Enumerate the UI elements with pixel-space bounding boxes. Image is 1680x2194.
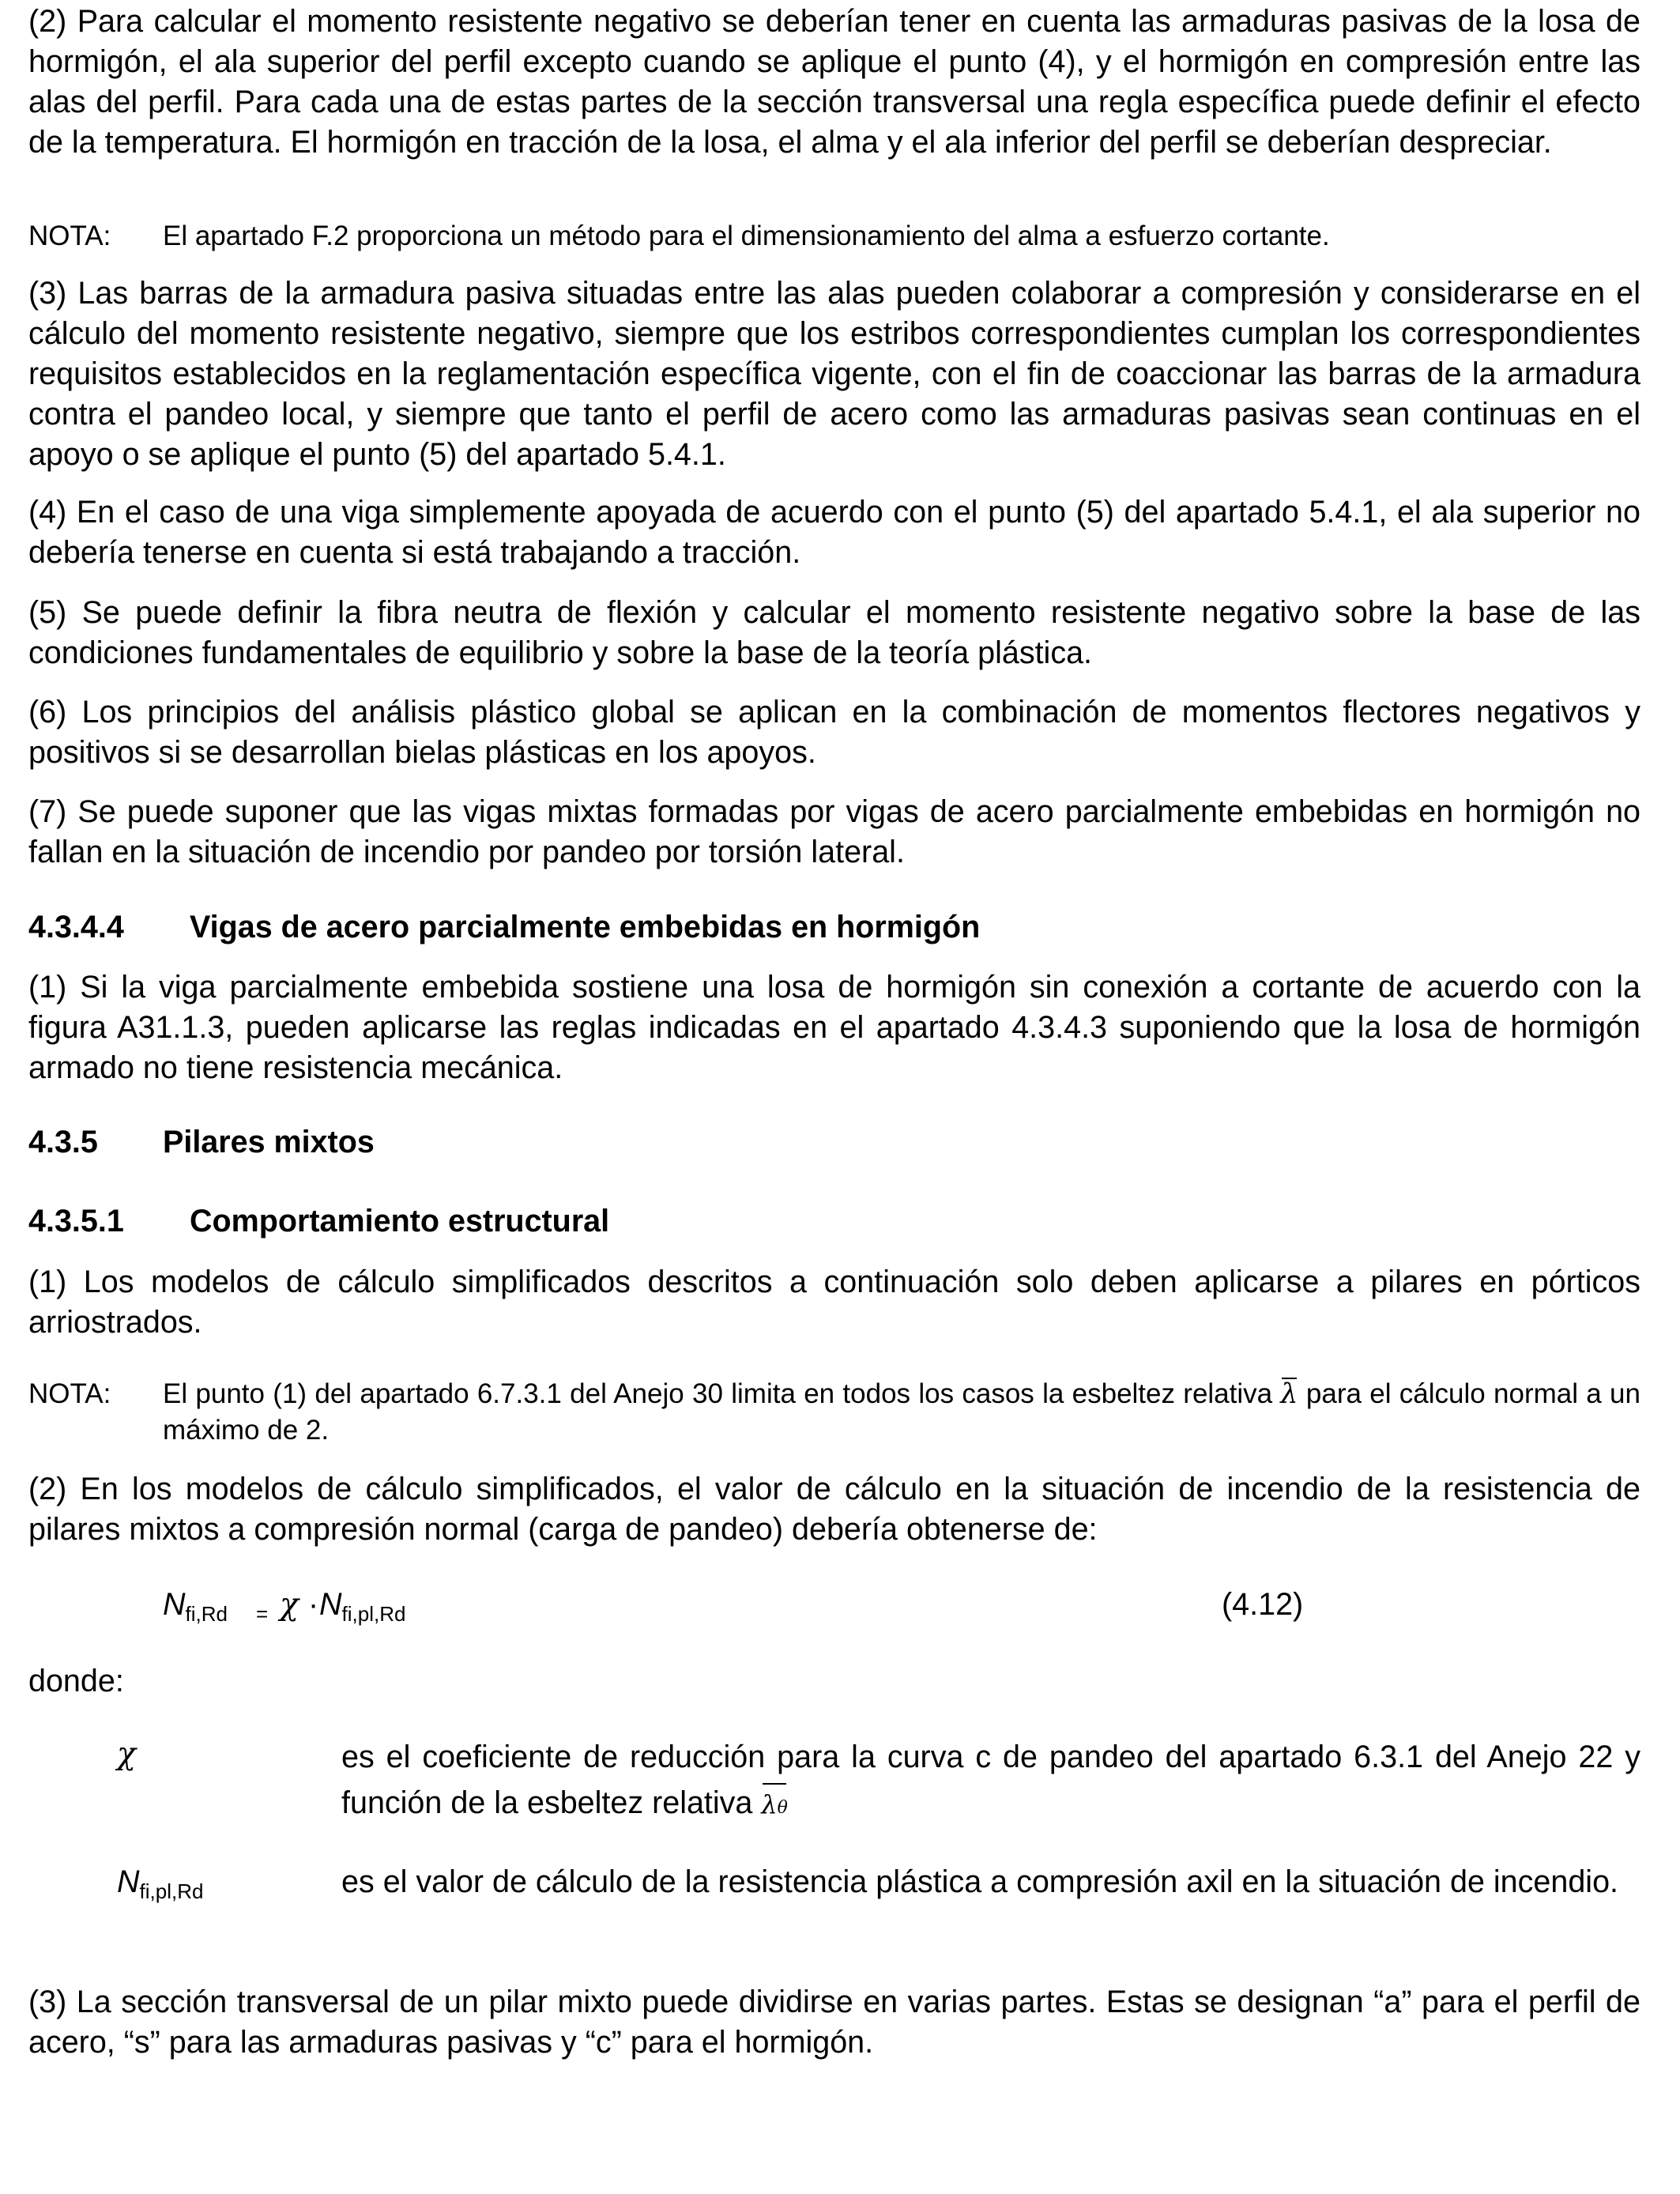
note-label: NOTA: bbox=[28, 1378, 111, 1409]
heading-number: 4.3.4.4 bbox=[28, 910, 124, 944]
note-text-after: para el cálculo normal a un máximo de 2. bbox=[163, 1378, 1640, 1446]
note-text: El apartado F.2 proporciona un método para el dimensionamiento del alma a esfuerzo cortante. bbox=[163, 221, 1330, 251]
heading-4344 bbox=[28, 907, 980, 948]
note-esbeltez bbox=[28, 1376, 1640, 1449]
definition-chi bbox=[28, 1734, 1640, 1831]
definition-text: es el coeficiente de reducción para la curva c de pandeo del apartado 6.3.1 del Anejo 22 y función de la esbeltez relativa λθ bbox=[341, 1734, 1640, 1831]
formula-rhs: $N_{fi,pl,Rd}$ bbox=[319, 1587, 406, 1626]
note-text-before: El punto (1) del apartado 6.7.3.1 del Anejo 30 limita en todos los casos la esbeltez relativa bbox=[163, 1378, 1273, 1409]
heading-title: Vigas de acero parcialmente embebidas en hormigón bbox=[190, 910, 981, 944]
heading-number: 4.3.5.1 bbox=[28, 1204, 124, 1238]
lambda-theta-symbol: λθ bbox=[761, 1781, 788, 1831]
definition-term: χ bbox=[117, 1736, 136, 1772]
paragraph-2: (2) Para calcular el momento resistente negativo se deberían tener en cuenta las armaduras pasivas de la losa de hormigón, el ala superior del perfil excepto cuando se aplique el punto (4), y el hormigón en compresión entre las alas del perfil. Para cada una de estas partes de la sección transversal una regla específica puede definir el efecto de la temperatura. El hormigón en tracción de la losa, el alma y el ala inferior del perfil se deberían despreciar. bbox=[28, 4, 1640, 160]
formula-number: (4.12) bbox=[1222, 1587, 1304, 1622]
formula-4-12 bbox=[163, 1585, 1348, 1632]
paragraph-6: (6) Los principios del análisis plástico global se aplican en la combinación de momentos flectores negativos y positivos si se desarrollan bielas plásticas en los apoyos. bbox=[28, 695, 1640, 770]
heading-title: Pilares mixtos bbox=[163, 1125, 375, 1159]
heading-4351 bbox=[28, 1201, 609, 1242]
heading-title: Comportamiento estructural bbox=[190, 1204, 610, 1238]
paragraph-3: (3) Las barras de la armadura pasiva situadas entre las alas pueden colaborar a compresión y considerarse en el cálculo del momento resistente negativo, siempre que los estribos correspondientes cumplan los correspondientes requisitos establecidos en la reglamentación específica vigente, con el fin de coaccionar las barras de la armadura contra el pandeo local, y siempre que tanto el perfil de acero como las armaduras pasivas sean continuas en el apoyo o se aplique el punto (5) del apartado 5.4.1. bbox=[28, 276, 1640, 472]
donde-label: donde: bbox=[28, 1664, 124, 1698]
note-f2 bbox=[28, 218, 1640, 254]
note-label: NOTA: bbox=[28, 221, 111, 251]
paragraph-4351-2: (2) En los modelos de cálculo simplificados, el valor de cálculo en la situación de incendio de la resistencia de pilares mixtos a compresión normal (carga de pandeo) debería obtenerse de: bbox=[28, 1472, 1640, 1547]
paragraph-4351-3: (3) La sección transversal de un pilar mixto puede dividirse en varias partes. Estas se designan “a” para el perfil de acero, “s” para las armaduras pasivas y “c” para el hormigón. bbox=[28, 1985, 1640, 2060]
formula-lhs: $N_{fi,Rd}$ bbox=[163, 1587, 228, 1626]
heading-435 bbox=[28, 1122, 375, 1163]
heading-number: 4.3.5 bbox=[28, 1125, 98, 1159]
definition-text: es el valor de cálculo de la resistencia plástica a compresión axil en la situación de incendio. bbox=[341, 1864, 1619, 1899]
lambda-bar-symbol: λ bbox=[1280, 1378, 1298, 1410]
paragraph-7: (7) Se puede suponer que las vigas mixtas formadas por vigas de acero parcialmente embebidas en hormigón no fallan en la situación de incendio por pandeo por torsión lateral. bbox=[28, 794, 1640, 869]
paragraph-4: (4) En el caso de una viga simplemente apoyada de acuerdo con el punto (5) del apartado 5.4.1, el ala superior no debería tenerse en cuenta si está trabajando a tracción. bbox=[28, 495, 1640, 570]
paragraph-4344-1: (1) Si la viga parcialmente embebida sostiene una losa de hormigón sin conexión a cortante de acuerdo con la figura A31.1.3, pueden aplicarse las reglas indicadas en el apartado 4.3.4.3 suponiendo que la losa de hormigón armado no tiene resistencia mecánica. bbox=[28, 970, 1640, 1085]
definition-n bbox=[28, 1862, 1640, 1912]
paragraph-4351-1: (1) Los modelos de cálculo simplificados descritos a continuación solo deben aplicarse a pilares en pórticos arriostrados. bbox=[28, 1265, 1640, 1340]
formula-dot: · bbox=[308, 1587, 319, 1622]
note-text bbox=[163, 1376, 1640, 1449]
formula-equals: = bbox=[256, 1602, 269, 1626]
formula-chi: χ bbox=[280, 1586, 299, 1623]
paragraph-5: (5) Se puede definir la fibra neutra de flexión y calcular el momento resistente negativo sobre la base de las condiciones fundamentales de equilibrio y sobre la base de la teoría plástica. bbox=[28, 595, 1640, 670]
definition-term: $N_{fi,pl,Rd}$ bbox=[117, 1864, 204, 1903]
